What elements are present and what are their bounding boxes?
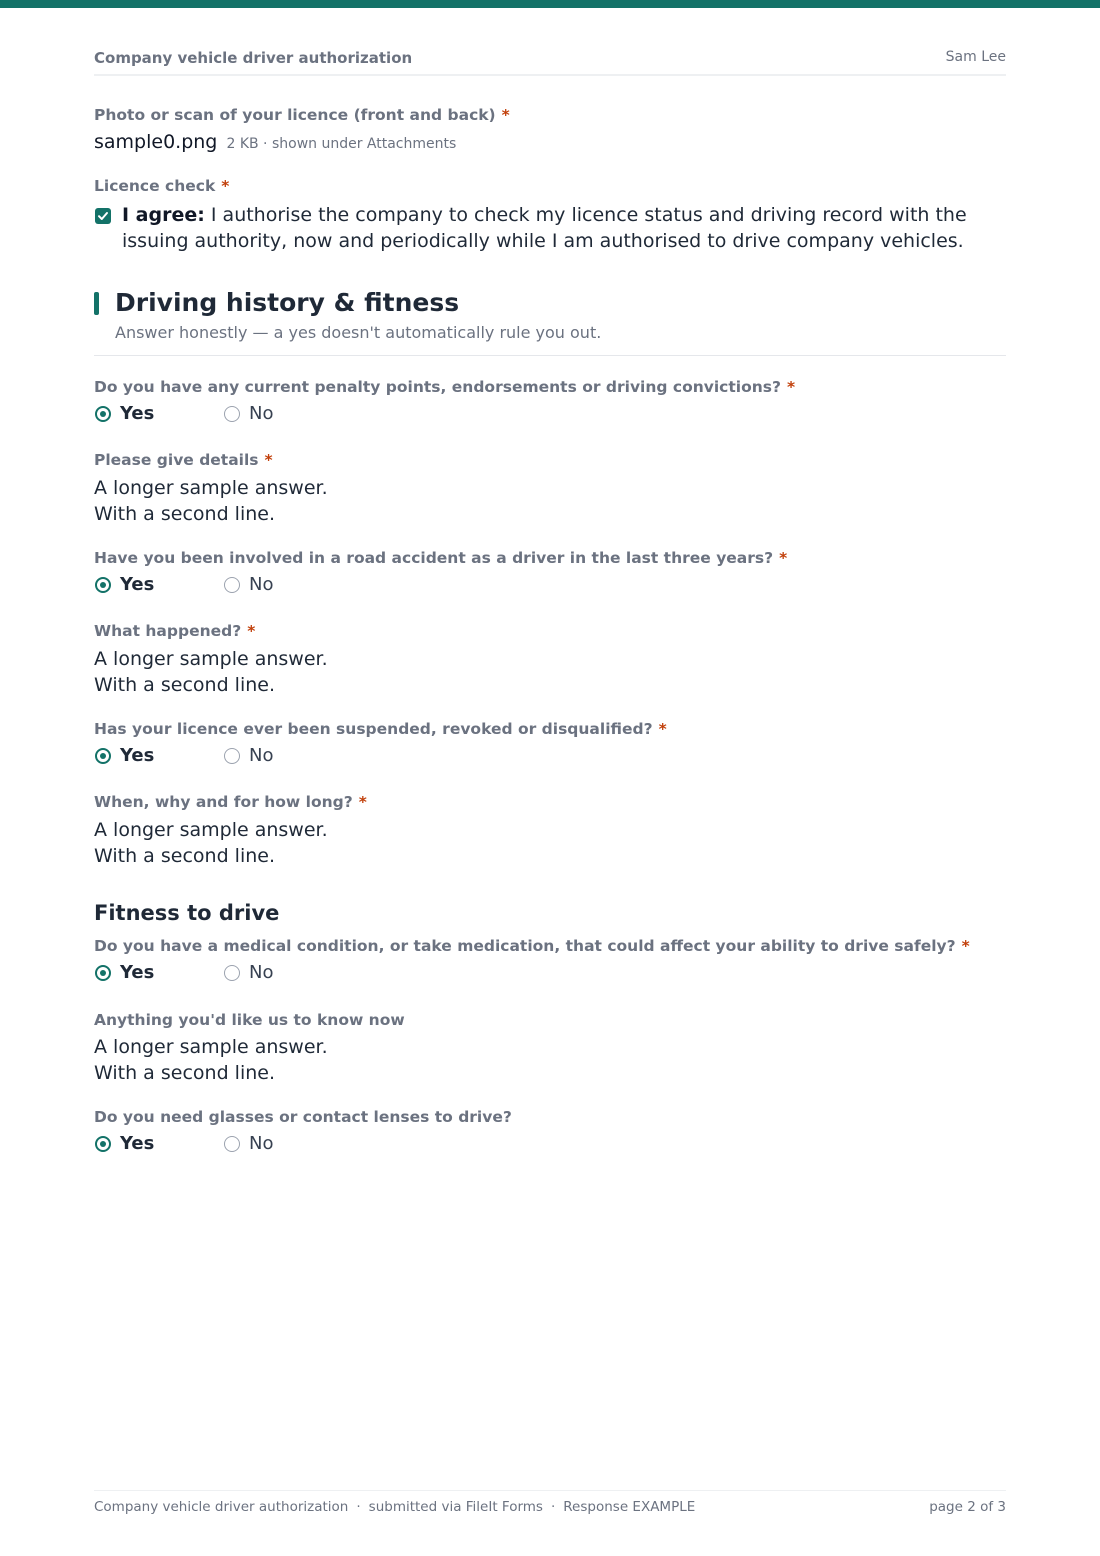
required-mark: * xyxy=(786,378,796,396)
answer-line: A longer sample answer. xyxy=(94,477,328,499)
radio-group-accident xyxy=(94,573,494,597)
question-label xyxy=(94,549,787,567)
page-number: page 2 of 3 xyxy=(929,1499,1006,1515)
question-label-text: What happened? xyxy=(94,622,242,640)
radio-unselected-icon[interactable] xyxy=(224,965,240,981)
file-meta: 2 KB · shown under Attachments xyxy=(226,136,457,152)
radio-selected-icon[interactable] xyxy=(95,965,111,981)
radio-label: No xyxy=(249,574,274,595)
required-mark: * xyxy=(221,177,230,195)
radio-group-medical xyxy=(94,961,494,985)
radio-label: Yes xyxy=(120,574,155,595)
answer-text xyxy=(94,475,328,527)
answer-text xyxy=(94,646,328,698)
radio-selected-icon[interactable] xyxy=(95,406,111,422)
footer-info xyxy=(94,1499,695,1515)
question-label xyxy=(94,451,273,469)
question-label-text: Please give details xyxy=(94,451,259,469)
radio-group-suspended xyxy=(94,744,494,768)
answer-line: With a second line. xyxy=(94,845,275,867)
radio-label: Yes xyxy=(120,403,155,424)
radio-label: Yes xyxy=(120,1133,155,1154)
footer-response: Response EXAMPLE xyxy=(563,1499,696,1515)
radio-unselected-icon[interactable] xyxy=(224,748,240,764)
section-accent-bar xyxy=(94,292,99,315)
radio-unselected-icon[interactable] xyxy=(224,406,240,422)
question-label-text: Has your licence ever been suspended, revoked or disqualified? xyxy=(94,720,653,738)
question-label-text: Do you have a medical condition, or take medication, that could affect your ability to drive safely? xyxy=(94,937,956,955)
licence-photo-label xyxy=(94,106,510,124)
section-header xyxy=(94,288,1006,356)
required-mark: * xyxy=(501,106,510,124)
radio-group-glasses xyxy=(94,1132,494,1156)
question-label-text: Do you need glasses or contact lenses to drive? xyxy=(94,1108,512,1126)
radio-selected-icon[interactable] xyxy=(95,1136,111,1152)
licence-check-label-text: Licence check xyxy=(94,177,216,195)
required-mark: * xyxy=(247,622,256,640)
radio-unselected-icon[interactable] xyxy=(224,577,240,593)
answer-line: With a second line. xyxy=(94,1062,275,1084)
footer-separator: · xyxy=(356,1499,361,1515)
answer-line: With a second line. xyxy=(94,674,275,696)
question-label-text: Do you have any current penalty points, endorsements or driving convictions? xyxy=(94,378,781,396)
answer-line: A longer sample answer. xyxy=(94,819,328,841)
licence-photo-label-text: Photo or scan of your licence (front and back) xyxy=(94,106,496,124)
radio-label: No xyxy=(249,403,274,424)
answer-line: A longer sample answer. xyxy=(94,648,328,670)
footer-form-name: Company vehicle driver authorization xyxy=(94,1499,349,1515)
radio-unselected-icon[interactable] xyxy=(224,1136,240,1152)
radio-label: No xyxy=(249,745,274,766)
file-name[interactable]: sample0.png xyxy=(94,131,218,153)
question-label xyxy=(94,622,255,640)
radio-selected-icon[interactable] xyxy=(95,748,111,764)
answer-line: With a second line. xyxy=(94,503,275,525)
question-label xyxy=(94,793,367,811)
answer-text xyxy=(94,1034,328,1086)
required-mark: * xyxy=(358,793,367,811)
respondent-name: Sam Lee xyxy=(945,49,1006,65)
question-label xyxy=(94,1108,512,1126)
question-label-text: Have you been involved in a road accident as a driver in the last three years? xyxy=(94,549,774,567)
consent-body: I authorise the company to check my licence status and driving record with the issuing authority, now and periodically while I am authorised to drive company vehicles. xyxy=(122,204,967,252)
attachment-file[interactable] xyxy=(94,131,456,153)
form-title: Company vehicle driver authorization xyxy=(94,49,413,67)
page-footer xyxy=(94,1490,1006,1520)
question-label-text: Anything you'd like us to know now xyxy=(94,1011,405,1029)
required-mark: * xyxy=(264,451,273,469)
radio-group-penalty-points xyxy=(94,402,494,426)
radio-label: No xyxy=(249,962,274,983)
radio-label: No xyxy=(249,1133,274,1154)
question-label xyxy=(94,1011,405,1029)
top-accent-bar xyxy=(0,0,1100,8)
required-mark: * xyxy=(961,937,970,955)
radio-label: Yes xyxy=(120,745,155,766)
radio-label: Yes xyxy=(120,962,155,983)
answer-line: A longer sample answer. xyxy=(94,1036,328,1058)
question-label xyxy=(94,378,795,396)
subsection-heading: Fitness to drive xyxy=(94,901,280,925)
consent-bold: I agree: xyxy=(122,204,205,226)
footer-separator: · xyxy=(550,1499,556,1515)
answer-text xyxy=(94,817,328,869)
checkbox-checked-icon[interactable] xyxy=(95,208,111,224)
section-title: Driving history & fitness xyxy=(115,288,460,317)
question-label xyxy=(94,720,667,738)
question-label-text: When, why and for how long? xyxy=(94,793,353,811)
page-header xyxy=(94,48,1006,76)
radio-selected-icon[interactable] xyxy=(95,577,111,593)
section-subtitle: Answer honestly — a yes doesn't automatically rule you out. xyxy=(115,323,602,342)
required-mark: * xyxy=(658,720,667,738)
question-label xyxy=(94,937,970,955)
licence-check-label xyxy=(94,177,229,195)
required-mark: * xyxy=(779,549,788,567)
footer-submitted: submitted via FileIt Forms xyxy=(368,1499,543,1515)
consent-text xyxy=(122,202,1002,254)
